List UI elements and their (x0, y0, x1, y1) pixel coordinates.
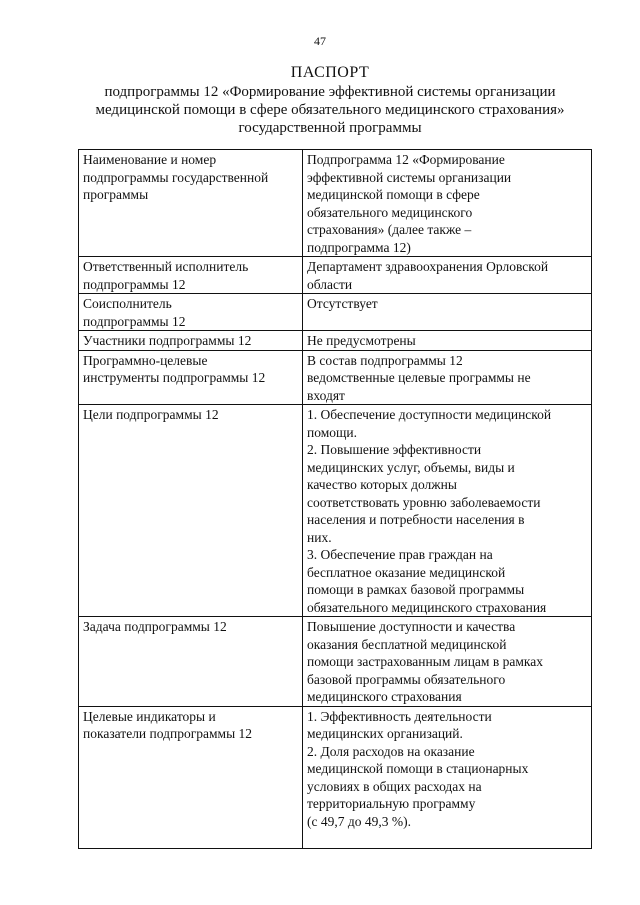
row-value-line: помощи застрахованным лицам в рамках (307, 654, 543, 669)
row-label-cell (79, 150, 303, 257)
row-value-line: базовой программы обязательного (307, 671, 506, 687)
row-value-line: области (307, 276, 353, 292)
row-label-line: Соисполнитель (83, 296, 172, 311)
heading-line-1: подпрограммы 12 «Формирование эффективной системы организации (104, 84, 556, 100)
row-label-cell (79, 257, 303, 294)
row-label-line: подпрограммы 12 (83, 276, 186, 292)
row-value-line: соответствовать уровню заболеваемости (307, 494, 541, 510)
row-value-line: 1. Эффективность деятельности (307, 708, 492, 724)
table-row (79, 150, 592, 257)
row-value-line: 1. Обеспечение доступности медицинской (307, 407, 552, 422)
row-value-line (307, 830, 587, 848)
row-value-line: входят (307, 387, 345, 403)
row-value-line: 3. Обеспечение прав граждан на (307, 547, 493, 562)
row-value-line: оказания бесплатной медицинской (307, 636, 507, 652)
row-value-line: В состав подпрограммы 12 (307, 352, 463, 368)
row-value-line: Подпрограмма 12 «Формирование (307, 152, 505, 167)
row-label-line: Наименование и номер (83, 152, 217, 167)
row-value-line: населения и потребности населения в (307, 512, 525, 527)
row-label-line: Цели подпрограммы 12 (83, 407, 219, 422)
row-value-line: обязательного медицинского (307, 204, 473, 220)
row-value-line: Отсутствует (307, 296, 378, 311)
row-label-line: Программно-целевые (83, 352, 208, 368)
row-value-line: 2. Повышение эффективности (307, 442, 482, 457)
row-value-line: медицинских организаций. (307, 726, 463, 741)
document-title: ПАСПОРТ (290, 64, 370, 81)
row-value-line: (с 49,7 до 49,3 %). (307, 813, 411, 829)
table-row (79, 617, 592, 707)
table-row (79, 706, 592, 848)
row-value-cell (303, 617, 592, 707)
row-label-cell (79, 405, 303, 617)
row-value-line: ведомственные целевые программы не (307, 370, 531, 385)
row-value-line: страхования» (далее также – (307, 222, 472, 237)
row-value-line: подпрограмма 12) (307, 239, 411, 255)
row-value-line: территориальную программу (307, 796, 476, 811)
row-value-cell (303, 405, 592, 617)
table-row (79, 405, 592, 617)
row-value-line: медицинского страхования (307, 689, 462, 704)
table-row (79, 257, 592, 294)
row-label-cell (79, 331, 303, 351)
table-row (79, 294, 592, 331)
row-label-line: подпрограммы государственной (83, 169, 269, 185)
row-value-line: них. (307, 529, 332, 545)
row-label-cell (79, 706, 303, 848)
row-value-cell (303, 150, 592, 257)
page-number: 47 (314, 34, 326, 48)
row-value-cell (303, 350, 592, 405)
row-value-cell (303, 257, 592, 294)
row-value-line: Повышение доступности и качества (307, 619, 516, 634)
row-value-line: Департамент здравоохранения Орловской (307, 259, 549, 274)
table-row (79, 350, 592, 405)
row-label-line: показатели подпрограммы 12 (83, 726, 253, 741)
row-value-cell (303, 294, 592, 331)
row-value-line: 2. Доля расходов на оказание (307, 743, 475, 759)
row-value-line: обязательного медицинского страхования (307, 599, 547, 615)
row-value-line: Не предусмотрены (307, 333, 416, 348)
row-label-line: Задача подпрограммы 12 (83, 619, 227, 634)
row-label-line: инструменты подпрограммы 12 (83, 370, 266, 385)
heading-line-3: государственной программы (238, 120, 422, 136)
row-value-line: медицинской помощи в сфере (307, 187, 480, 202)
document-heading (60, 64, 600, 137)
row-value-cell (303, 706, 592, 848)
passport-table-body (79, 150, 592, 849)
row-label-cell (79, 350, 303, 405)
row-value-line: бесплатное оказание медицинской (307, 564, 506, 580)
row-label-line: Целевые индикаторы и (83, 708, 216, 724)
row-label-line: подпрограммы 12 (83, 313, 186, 329)
row-value-line: эффективной системы организации (307, 169, 512, 185)
row-value-cell (303, 331, 592, 351)
passport-table (78, 149, 592, 849)
row-label-cell (79, 617, 303, 707)
row-label-line: программы (83, 187, 149, 202)
row-value-line: медицинских услуг, объемы, виды и (307, 459, 515, 475)
table-row (79, 331, 592, 351)
row-value-line: помощи. (307, 424, 358, 440)
heading-line-2: медицинской помощи в сфере обязательного медицинского страхования» (95, 102, 565, 118)
row-value-line: медицинской помощи в стационарных (307, 761, 529, 776)
row-label-cell (79, 294, 303, 331)
row-value-line: условиях в общих расходах на (307, 778, 482, 794)
row-label-line: Участники подпрограммы 12 (83, 333, 252, 348)
row-value-line: помощи в рамках базовой программы (307, 582, 525, 597)
row-value-line: качество которых должны (307, 477, 457, 492)
row-label-line: Ответственный исполнитель (83, 259, 249, 274)
